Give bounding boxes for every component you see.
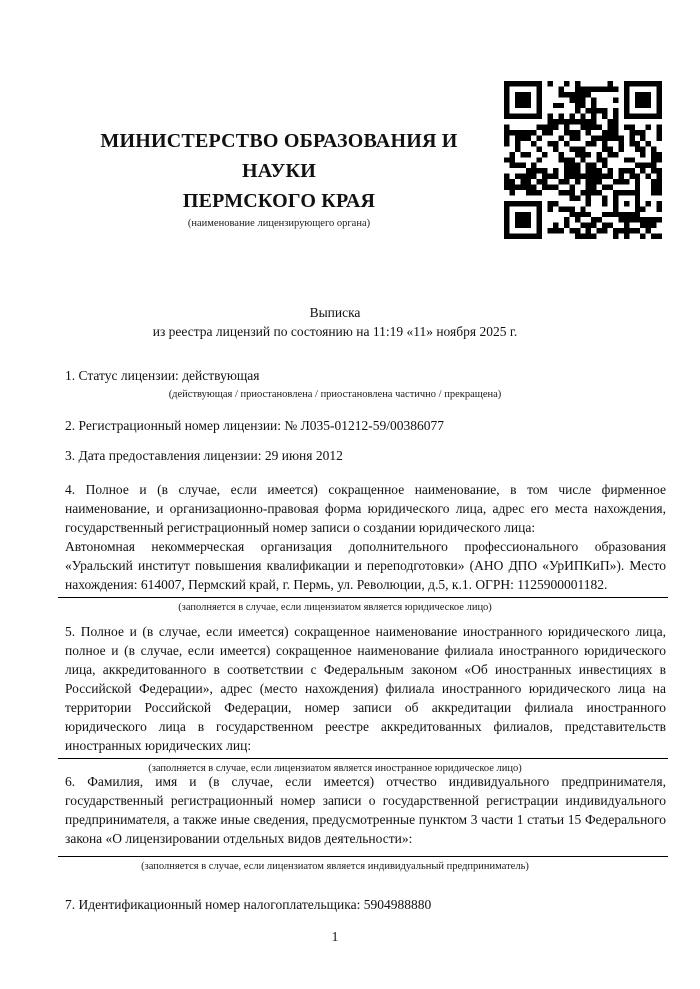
legal-entity-label: 4. Полное и (в случае, если имеется) сокращенное наименование, в том числе фирменное наименование, и организационно-правовая форма юридического лица, адрес его места нахождения, государственный регистрационный номер записи о создании юридического лица: [65,482,666,535]
grant-date-value: 29 июня 2012 [264,448,343,463]
foreign-entity-label: 5. Полное и (в случае, если имеется) сокращенное наименование иностранного юридического лица, полное и (в случае, если имеется) сокращенное наименование филиала иностранного юридического лица, аккредитованного в соответствии с Федеральным законом «Об иностранных инвестициях в Российской Федерации», адрес (место нахождения) филиала иностранного юридического лица на территории Российской Федерации, номер записи об аккредитации филиала иностранного юридического лица в государственном реестре аккредитованных филиалов, представительств иностранных юридических лиц: [65,624,666,753]
taxpayer-id-label: 7. Идентификационный номер налогоплательщика: [65,897,361,912]
registration-number-value: № Л035-01212-59/00386077 [284,418,445,433]
grant-date-label: 3. Дата предоставления лицензии: [65,448,262,463]
ministry-name-line2: ПЕРМСКОГО КРАЯ [182,190,376,212]
entrepreneur-caption: (заполняется в случае, если лицензиатом является индивидуальный предприниматель) [141,861,529,872]
fill-line-entrepreneur [58,856,668,857]
registration-number-label: 2. Регистрационный номер лицензии: [65,418,282,433]
org-name-caption: (наименование лицензирующего органа) [187,218,371,229]
registration-number-line [65,416,666,435]
document-title-block [65,303,605,341]
section-registration-number [65,416,666,435]
licensing-authority-header [65,126,493,231]
fill-line-legal-entity [58,597,668,598]
section-taxpayer-id [65,895,666,914]
taxpayer-id-line [65,895,666,914]
entrepreneur-label: 6. Фамилия, имя и (в случае, если имеется) отчество индивидуального предпринимателя, государственный регистрационный номер записи о государственной регистрации индивидуального предпринимателя, а также иные сведения, предусмотренные пунктом 3 части 1 статьи 15 Федерального закона «О лицензировании отдельных видов деятельности»: [65,774,666,846]
section-foreign-entity [65,622,666,776]
section-license-status [65,366,666,402]
ministry-name-line1: МИНИСТЕРСТВО ОБРАЗОВАНИЯ И НАУКИ [100,130,458,182]
page-number: 1 [331,929,339,944]
foreign-entity-caption: (заполняется в случае, если лицензиатом является иностранное юридическое лицо) [148,763,522,774]
fill-line-foreign-entity [58,758,668,759]
document-title: Выписка [309,305,361,320]
section-grant-date [65,446,666,465]
section-entrepreneur [65,772,666,874]
license-status-label: 1. Статус лицензии: [65,368,179,383]
qr-code-icon [504,81,662,239]
legal-entity-value: Автономная некоммерческая организация дополнительного профессионального образования «Уральский институт повышения квалификации и переподготовки» (АНО ДПО «УрИПКиП»). Место нахождения: 614007, Пермский край, г. Пермь, ул. Революции, д.5, к.1. ОГРН: 1125900001182. [65,539,666,592]
taxpayer-id-value: 5904988880 [363,897,432,912]
grant-date-line [65,446,666,465]
document-subtitle: из реестра лицензий по состоянию на 11:19 «11» ноября 2025 г. [152,324,518,339]
section-legal-entity [65,480,666,615]
license-status-line [65,366,666,385]
license-status-value: действующая [182,368,260,383]
legal-entity-caption: (заполняется в случае, если лицензиатом является юридическое лицо) [178,602,492,613]
license-status-caption: (действующая / приостановлена / приостановлена частично / прекращена) [168,389,502,400]
